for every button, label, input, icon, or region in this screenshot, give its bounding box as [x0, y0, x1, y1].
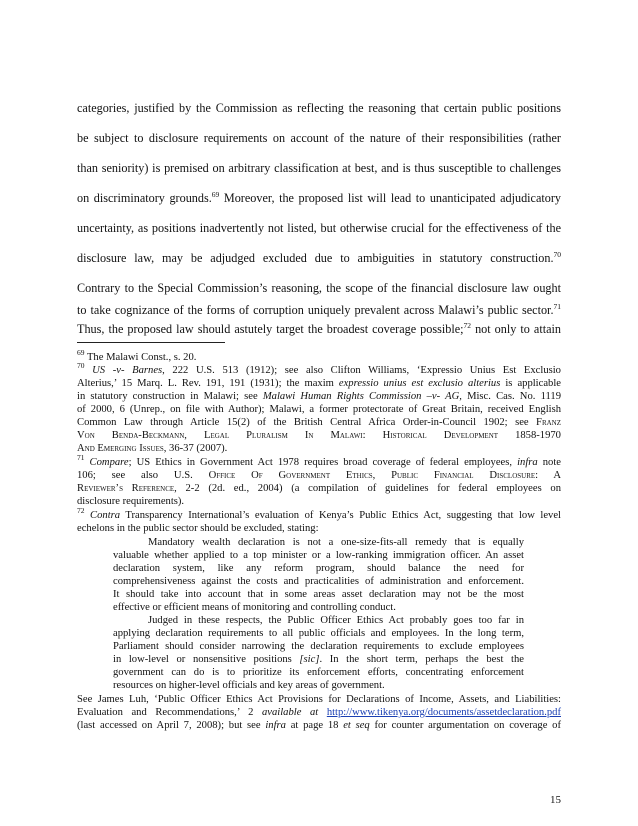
- page-number: 15: [550, 794, 561, 806]
- body-line-3: than seniority) is premised on arbitrary classification at best, and is thus susceptible to challenges: [77, 161, 561, 175]
- footnote-num-72: 72: [77, 506, 85, 515]
- quote-line-11: government can do is to prioritize its enforcement efforts, concentrating enforcement: [113, 667, 524, 678]
- footnote-ref-72[interactable]: 72: [463, 321, 472, 330]
- body-line-7: Contrary to the Special Commission’s reasoning, the scope of the financial disclosure law ought: [77, 281, 561, 295]
- source-line-3: (last accessed on April 7, 2008); but see infra at page 18 et seq for counter argumentation on coverage of: [77, 720, 561, 731]
- body-line-5: uncertainty, as positions inadvertently not listed, but otherwise crucial for the effectiveness of the: [77, 221, 561, 235]
- body-line-4: on discriminatory grounds.$^{69}$ Moreover, the proposed list will lead to unanticipated adjudicatory: [77, 190, 561, 205]
- body-line-6: disclosure law, may be adjudged excluded due to ambiguities in statutory construction.$^{70}$: [77, 250, 561, 265]
- body-line-9: Thus, the proposed law should astutely target the broadest coverage possible;$^{72}$ not only to attain: [77, 321, 562, 336]
- footnote-ref-70[interactable]: 70: [553, 250, 561, 259]
- footnote-72-line-1: $^{72}$ Contra Transparency International’s evaluation of Kenya’s Public Ethics Act, suggesting that low level: [77, 506, 561, 521]
- quote-line-4: comprehensiveness against the costs and practicalities of administration and enforcement.: [113, 576, 524, 587]
- footnote-70-line-6: Von Benda-Beckmann, Legal Pluralism In Malawi: Historical Development 1858-1970: [77, 430, 561, 441]
- footnote-71-line-4: disclosure requirements).: [77, 496, 185, 507]
- quote-line-5: It should take into account that in some areas asset declaration may not be the most: [113, 589, 524, 600]
- quote-line-10: in low-level or nonsensitive positions [sic]. In the short term, perhaps the best the: [113, 654, 524, 665]
- quote-line-6: effective or efficient means of monitoring and controlling conduct.: [113, 602, 396, 613]
- quote-line-3: declaration system, like any reform program, should balance the need for: [113, 563, 524, 574]
- footnote-70-line-4: of 2000, 6 (Unrep., on file with Author); Malawi, a former protectorate of Great Britain, received English: [77, 404, 561, 415]
- source-line-1: See James Luh, ‘Public Officer Ethics Act Provisions for Declarations of Income, Assets, and Liabilities:: [77, 694, 561, 705]
- body-line-1: categories, justified by the Commission as reflecting the reasoning that certain public positions: [77, 101, 561, 115]
- body-line-2: be subject to disclosure requirements on account of the nature of their responsibilities (rather: [77, 131, 561, 145]
- footnote-ref-71[interactable]: 71: [553, 302, 561, 311]
- quote-line-1: Mandatory wealth declaration is not a one-size-fits-all remedy that is equally: [148, 537, 524, 548]
- footnote-num-71: 71: [77, 453, 85, 462]
- quote-line-8: applying declaration requirements to all public officials and employees. In the long term,: [113, 628, 524, 639]
- footnote-72-line-2: echelons in the public sector should be excluded, stating:: [77, 523, 319, 534]
- footnote-69: $^{69}$ The Malawi Const., s. 20.: [77, 348, 197, 363]
- footnote-num-70: 70: [77, 361, 85, 370]
- footnote-separator: [77, 342, 225, 343]
- quote-line-12: resources on higher-level officials and key areas of government.: [113, 680, 385, 691]
- footnote-num-69: 69: [77, 348, 85, 357]
- footnote-70-line-1: $^{70}$ US -v- Barnes, 222 U.S. 513 (1912); see also Clifton Williams, ‘Expressio Unius Est Exclusio: [77, 361, 561, 376]
- footnote-71-line-1: $^{71}$ Compare; US Ethics in Government Act 1978 requires broad coverage of federal employees, infra note: [77, 453, 562, 468]
- footnote-70-line-3: in statutory construction in Malawi; see Malawi Human Rights Commission –v- AG, Misc. Cas. No. 1119: [77, 391, 561, 402]
- tikenya-link[interactable]: http://www.tikenya.org/documents/assetdeclaration.pdf: [326, 707, 561, 718]
- quote-line-9: Parliament should consider narrowing the declaration requirements to exclude employees: [113, 641, 524, 652]
- quote-line-7: Judged in these respects, the Public Officer Ethics Act probably goes too far in: [148, 615, 524, 626]
- footnote-70-line-2: Alterius,’ 15 Marq. L. Rev. 191, 191 (1931); the maxim expressio unius est exclusio alterius is applicable: [77, 378, 561, 389]
- quote-line-2: valuable whether applied to a top minister or a low-ranking immigration officer. An asset: [113, 550, 524, 561]
- footnote-70-line-7: And Emerging Issues, 36-37 (2007).: [77, 443, 228, 454]
- footnote-71-line-3: Reviewer’s Reference, 2-2 (2d. ed., 2004) (a compilation of guidelines for federal employees on: [77, 483, 561, 494]
- footnote-70-line-5: Common Law through Article 15(2) of the British Central Africa Order-in-Council 1902; see Franz: [77, 417, 561, 428]
- footnote-71-line-2: 106; see also U.S. Office Of Government Ethics, Public Financial Disclosure: A: [77, 470, 561, 481]
- source-line-2: Evaluation and Recommendations,’ 2 available at http://www.tikenya.org/documents/assetdeclaration.pdf: [77, 707, 561, 718]
- footnote-ref-69[interactable]: 69: [211, 190, 220, 199]
- body-line-8: to take cognizance of the forms of corruption uniquely prevalent across Malawi’s public sector.$^{71}$: [77, 302, 561, 317]
